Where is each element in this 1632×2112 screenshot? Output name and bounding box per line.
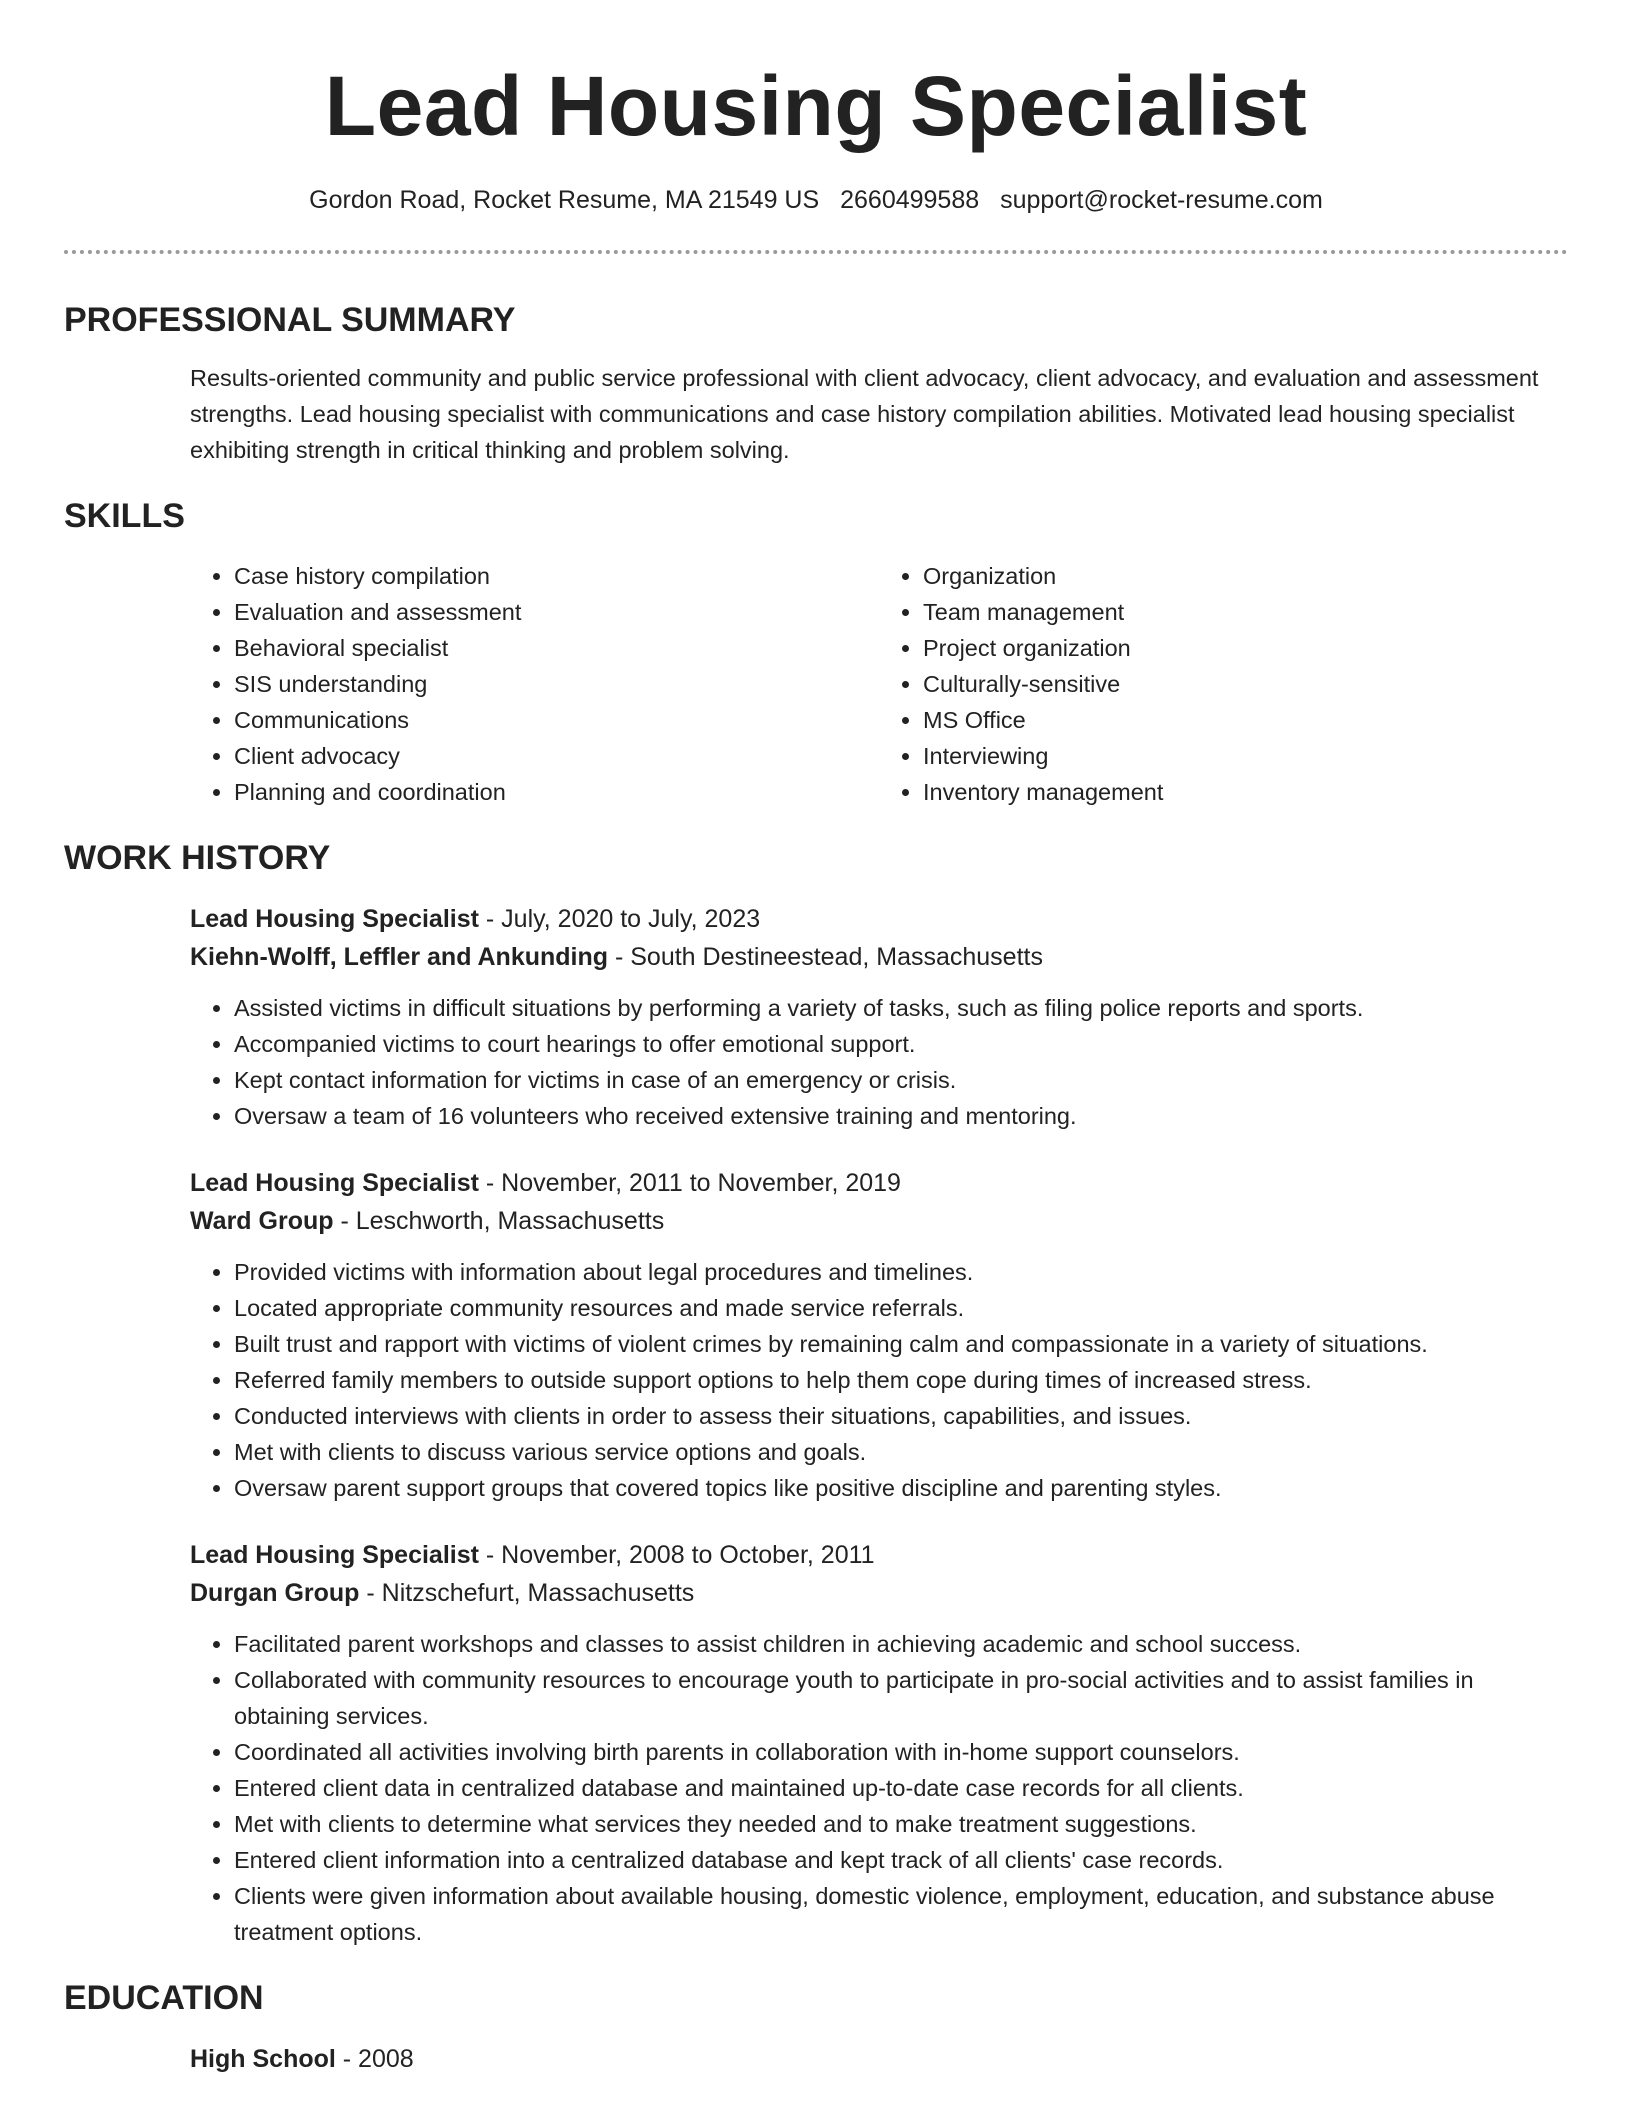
job-location: - South Destineestead, Massachusetts — [608, 943, 1043, 971]
skill-item: • Communications — [234, 702, 879, 738]
duty-item: • Accompanied victims to court hearings to offer emotional support. — [234, 1026, 1568, 1062]
education-entry — [190, 2040, 1568, 2078]
contact-email: support@rocket-resume.com — [1000, 186, 1323, 214]
duty-item: • Collaborated with community resources to encourage youth to participate in pro-social activities and to assist families in obtaining services. — [234, 1662, 1568, 1734]
job-entry — [190, 1536, 1568, 1950]
header-divider — [64, 250, 1568, 254]
job-entry — [190, 900, 1568, 1134]
education-title: EDUCATION — [64, 1979, 264, 2017]
job-title-line — [190, 1164, 1568, 1202]
skill-item: • Case history compilation — [234, 558, 879, 594]
skill-item: • Behavioral specialist — [234, 630, 879, 666]
skill-item: • Client advocacy — [234, 738, 879, 774]
duty-item: • Located appropriate community resources and made service referrals. — [234, 1290, 1568, 1326]
duty-item: • Entered client data in centralized database and maintained up-to-date case records for all clients. — [234, 1770, 1568, 1806]
job-title-line — [190, 1536, 1568, 1574]
job-company-line — [190, 1574, 1568, 1612]
job-duties — [190, 990, 1568, 1134]
duty-item: • Facilitated parent workshops and classes to assist children in achieving academic and school success. — [234, 1626, 1568, 1662]
summary-section — [64, 300, 1568, 468]
education-degree: High School — [190, 2045, 336, 2073]
job-company: Durgan Group — [190, 1579, 360, 1607]
job-company-line — [190, 1202, 1568, 1240]
job-location: - Nitzschefurt, Massachusetts — [359, 1579, 695, 1607]
duty-item: • Oversaw parent support groups that covered topics like positive discipline and parenting styles. — [234, 1470, 1568, 1506]
contact-address: Gordon Road, Rocket Resume, MA 21549 US — [309, 186, 820, 214]
contact-phone: 2660499588 — [840, 186, 980, 214]
candidate-name: Lead Housing Specialist — [324, 59, 1308, 153]
duty-item: • Entered client information into a centralized database and kept track of all clients' case records. — [234, 1842, 1568, 1878]
job-dates: - November, 2008 to October, 2011 — [478, 1541, 875, 1569]
job-dates: - July, 2020 to July, 2023 — [478, 905, 761, 933]
duty-item: • Assisted victims in difficult situations by performing a variety of tasks, such as filing police reports and sports. — [234, 990, 1568, 1026]
job-title: Lead Housing Specialist — [190, 1169, 479, 1197]
job-company: Ward Group — [190, 1207, 334, 1235]
duty-item: • Met with clients to discuss various service options and goals. — [234, 1434, 1568, 1470]
job-entry — [190, 1164, 1568, 1506]
skill-item: • Culturally-sensitive — [923, 666, 1568, 702]
duty-item: • Kept contact information for victims in case of an emergency or crisis. — [234, 1062, 1568, 1098]
job-location: - Leschworth, Massachusetts — [333, 1207, 665, 1235]
skill-item: • Evaluation and assessment — [234, 594, 879, 630]
education-year: - 2008 — [335, 2045, 414, 2073]
skill-item: • SIS understanding — [234, 666, 879, 702]
summary-title: PROFESSIONAL SUMMARY — [64, 301, 516, 339]
skill-item: • Team management — [923, 594, 1568, 630]
work-history-title: WORK HISTORY — [64, 839, 331, 877]
skill-item: • Planning and coordination — [234, 774, 879, 810]
job-company-line — [190, 938, 1568, 976]
work-history-section — [64, 838, 1568, 1950]
skill-item: • Inventory management — [923, 774, 1568, 810]
job-title: Lead Housing Specialist — [190, 905, 479, 933]
job-duties — [190, 1626, 1568, 1950]
duty-item: • Built trust and rapport with victims of violent crimes by remaining calm and compassionate in a variety of situations. — [234, 1326, 1568, 1362]
duty-item: • Oversaw a team of 16 volunteers who received extensive training and mentoring. — [234, 1098, 1568, 1134]
skills-title: SKILLS — [64, 497, 185, 535]
job-dates: - November, 2011 to November, 2019 — [478, 1169, 901, 1197]
contact-line — [64, 184, 1568, 216]
skills-column-right — [879, 558, 1568, 810]
skill-item: • MS Office — [923, 702, 1568, 738]
duty-item: • Clients were given information about available housing, domestic violence, employment, education, and substance abuse treatment options. — [234, 1878, 1568, 1950]
duty-item: • Referred family members to outside support options to help them cope during times of increased stress. — [234, 1362, 1568, 1398]
duty-item: • Met with clients to determine what services they needed and to make treatment suggestions. — [234, 1806, 1568, 1842]
skills-section — [64, 496, 1568, 810]
duty-item: • Provided victims with information about legal procedures and timelines. — [234, 1254, 1568, 1290]
skill-item: • Organization — [923, 558, 1568, 594]
skills-grid — [190, 558, 1568, 810]
skill-item: • Project organization — [923, 630, 1568, 666]
job-duties — [190, 1254, 1568, 1506]
job-title-line — [190, 900, 1568, 938]
duty-item: • Conducted interviews with clients in order to assess their situations, capabilities, and issues. — [234, 1398, 1568, 1434]
job-company: Kiehn-Wolff, Leffler and Ankunding — [190, 943, 609, 971]
skill-item: • Interviewing — [923, 738, 1568, 774]
duty-item: • Coordinated all activities involving birth parents in collaboration with in-home support counselors. — [234, 1734, 1568, 1770]
education-section — [64, 1978, 1568, 2078]
summary-text: Results-oriented community and public service professional with client advocacy, client advocacy, and evaluation and assessment strengths. Lead housing specialist with communications and case history compilation abilities. Motivated lead housing specialist exhibiting strength in critical thinking and problem solving. — [190, 365, 1539, 463]
job-title: Lead Housing Specialist — [190, 1541, 479, 1569]
skills-column-left — [190, 558, 879, 810]
